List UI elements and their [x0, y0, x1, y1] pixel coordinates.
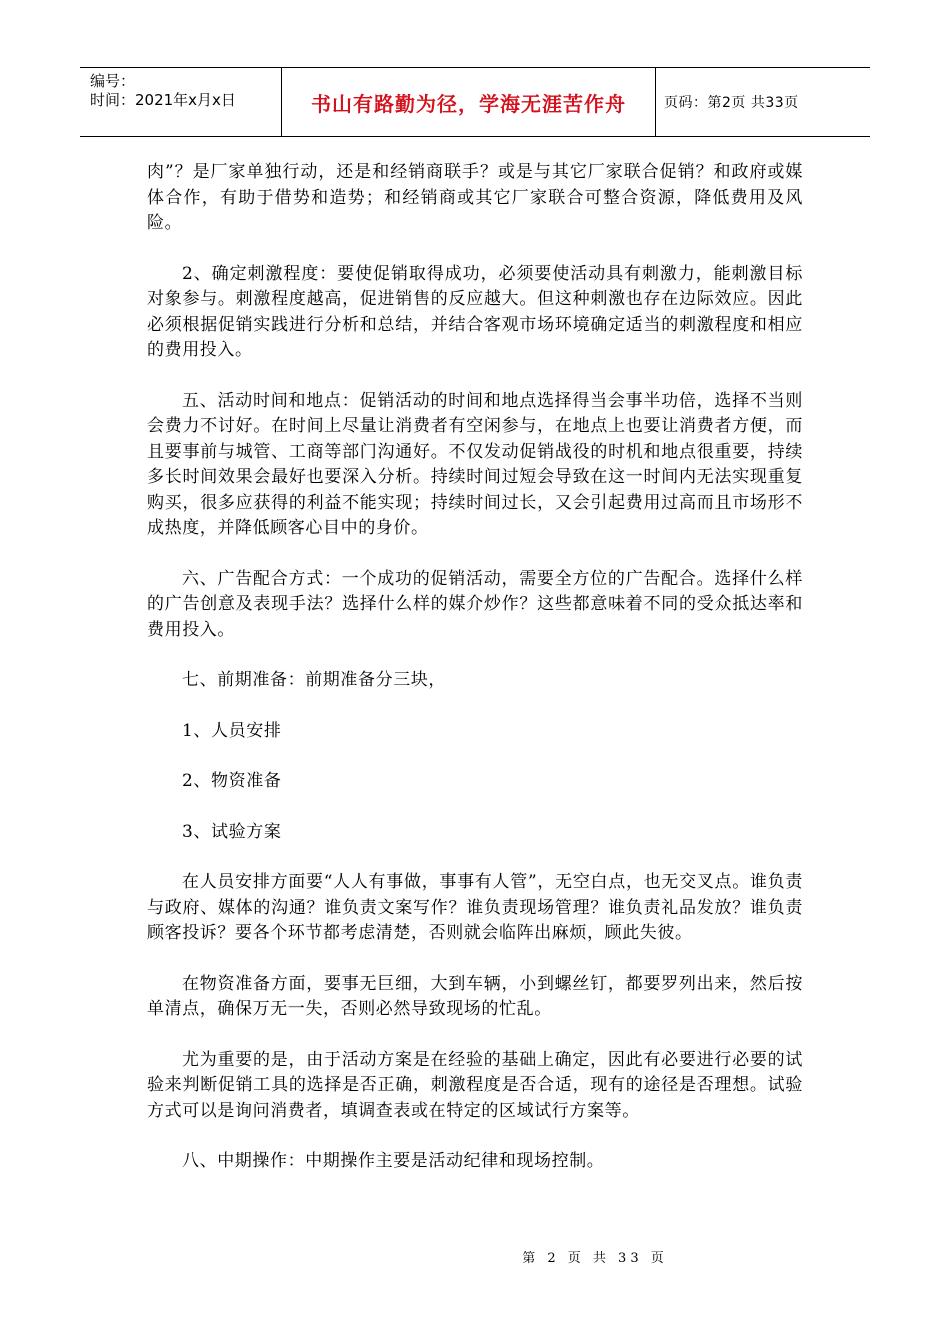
paragraph: 2、确定刺激程度：要使促销取得成功，必须要使活动具有刺激力，能刺激目标对象参与。刺激程度越高，促进销售的反应越大。但这种刺激也存在边际效应。因此必须根据促销实践进行分析和总结，并结合客观市场环境确定适当的刺激程度和相应的费用投入。 [147, 263, 803, 360]
paragraph: 六、广告配合方式：一个成功的促销活动，需要全方位的广告配合。选择什么样的广告创意及表现手法？选择什么样的媒介炒作？这些都意味着不同的受众抵达率和费用投入。 [147, 568, 803, 640]
paragraph: 七、前期准备：前期准备分三块， [182, 670, 446, 690]
header-page-info: 页码：第2页 共33页 [664, 95, 799, 111]
document-number-label: 编号： [90, 72, 136, 90]
document-body [147, 160, 803, 1200]
list-item: 2、物资准备 [182, 771, 282, 791]
paragraph: 五、活动时间和地点：促销活动的时间和地点选择得当会事半功倍，选择不当则会费力不讨好。在时间上尽量让消费者有空闲参与，在地点上也要让消费者方便，而且要事前与城管、工商等部门沟通好。不仅发动促销战役的时机和地点很重要，持续多长时间效果会最好也要深入分析。持续时间过短会导致在这一时间内无法实现重复购买，很多应获得的利益不能实现；持续时间过长，又会引起费用过高而且市场形不成热度，并降低顾客心目中的身价。 [147, 390, 803, 538]
page-header [80, 67, 870, 137]
paragraph: 尤为重要的是，由于活动方案是在经验的基础上确定，因此有必要进行必要的试验来判断促销工具的选择是否正确，刺激程度是否合适，现有的途径是否理想。试验方式可以是询问消费者，填调查表或在特定的区域试行方案等。 [147, 1049, 803, 1121]
document-date: 时间：2021年x月x日 [90, 91, 236, 109]
paragraph: 肉”？是厂家单独行动，还是和经销商联手？或是与其它厂家联合促销？和政府或媒体合作，有助于借势和造势；和经销商或其它厂家联合可整合资源，降低费用及风险。 [147, 162, 803, 233]
paragraph: 在人员安排方面要“人人有事做，事事有人管”，无空白点，也无交叉点。谁负责与政府、媒体的沟通？谁负责文案写作？谁负责现场管理？谁负责礼品发放？谁负责顾客投诉？要各个环节都考虑清楚，否则就会临阵出麻烦，顾此失彼。 [147, 872, 803, 943]
paragraph: 八、中期操作：中期操作主要是活动纪律和现场控制。 [182, 1151, 605, 1171]
header-meta-cell [80, 68, 282, 136]
list-item: 1、人员安排 [182, 720, 282, 741]
paragraph: 在物资准备方面，要事无巨细，大到车辆，小到螺丝钉，都要罗列出来，然后按单清点，确保万无一失，否则必然导致现场的忙乱。 [147, 973, 803, 1019]
list-item: 3、试验方案 [182, 821, 282, 842]
page-footer: 第 2 页 共 33 页 [522, 1251, 668, 1266]
header-motto: 书山有路勤为径，学海无涯苦作舟 [282, 68, 656, 136]
